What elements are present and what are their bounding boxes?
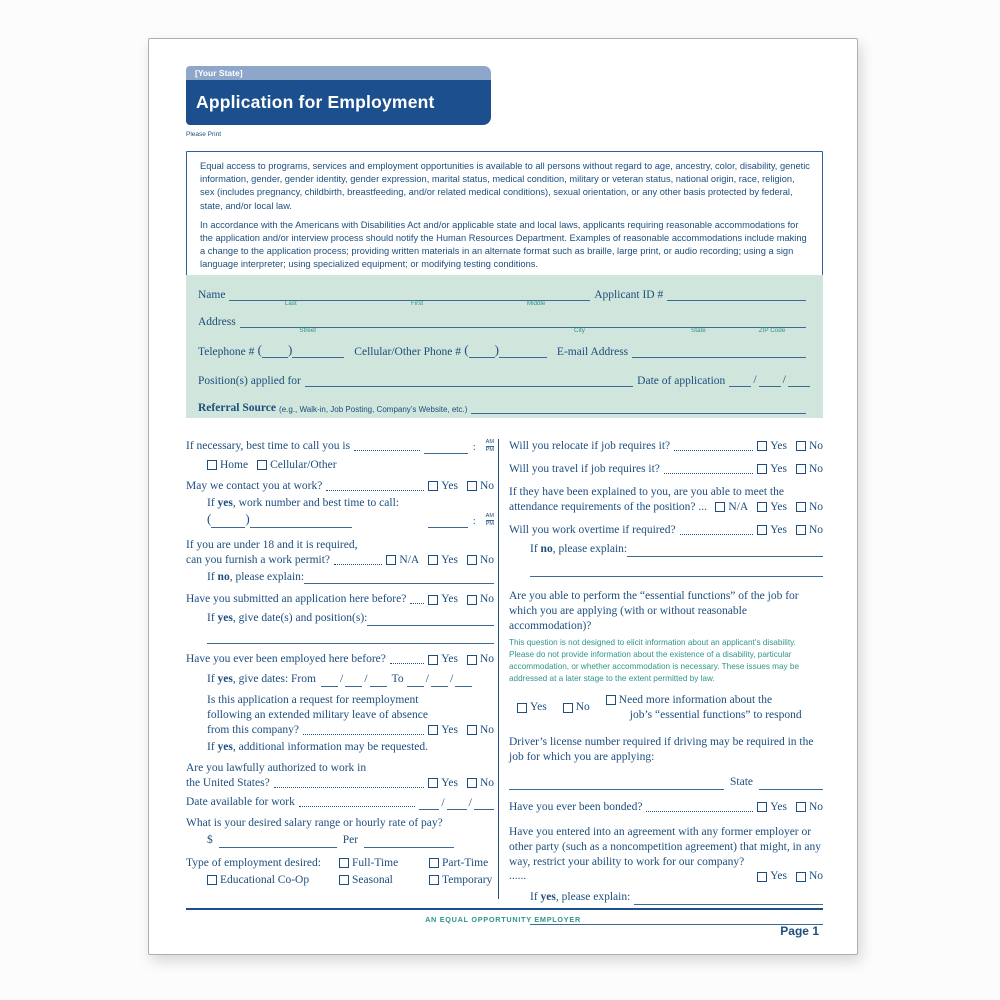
paren: ) — [494, 342, 499, 357]
address-sub-zip: ZIP Code — [758, 327, 786, 335]
positions-label: Position(s) applied for — [198, 375, 301, 387]
paren: ) — [245, 510, 250, 526]
travel-question: Will you travel if job requires it? Yes No — [509, 462, 823, 475]
license-question: Driver’s license number required if driving may be required in the job for which you are applying: — [509, 735, 814, 763]
submitted-before-question: Have you submitted an application here before? Yes No — [186, 593, 494, 606]
salary-fields — [207, 833, 494, 848]
from-date-field[interactable]: / / — [321, 671, 387, 687]
dotted-leader — [664, 473, 753, 474]
referral-row — [198, 401, 810, 414]
applicant-id-field[interactable] — [667, 288, 806, 301]
checkbox-educational-coop[interactable] — [207, 875, 217, 885]
address-row — [198, 315, 810, 335]
dotted-leader — [680, 534, 754, 535]
column-divider — [498, 439, 499, 899]
please-print-label: Please Print — [186, 131, 222, 138]
page-number: Page 1 — [780, 924, 819, 938]
checkbox-full-time[interactable] — [339, 858, 349, 868]
name-sub-middle: Middle — [526, 300, 546, 308]
explain-field[interactable] — [304, 572, 494, 584]
checkbox-no[interactable] — [796, 525, 806, 535]
questionnaire — [186, 435, 823, 907]
right-column — [509, 439, 823, 925]
dotted-leader — [410, 603, 424, 604]
date-available-label: Date available for work — [186, 796, 295, 809]
submitted-before-label: Have you submitted an application here before? — [186, 593, 407, 606]
paren: ( — [207, 510, 212, 526]
address-sub-state: State — [691, 327, 706, 335]
cellular-area-field[interactable] — [469, 346, 495, 358]
checkbox-no[interactable] — [563, 703, 573, 713]
contact-work-label: May we contact you at work? — [186, 479, 323, 492]
best-time-label: If necessary, best time to call you is — [186, 440, 351, 453]
paren: ( — [460, 342, 469, 357]
noncompete-line3: way, restrict your ability to work for our company? ...... — [509, 855, 745, 883]
checkbox-part-time[interactable] — [429, 858, 439, 868]
state-tag-bar: [Your State] — [186, 66, 491, 80]
checkbox-yes[interactable] — [757, 464, 767, 474]
dotted-leader — [299, 806, 415, 807]
checkbox-no[interactable] — [467, 595, 477, 605]
salary-field[interactable] — [219, 836, 337, 848]
equal-opportunity-label: AN EQUAL OPPORTUNITY EMPLOYER — [425, 915, 581, 924]
date-of-application-field[interactable]: / / — [729, 372, 810, 387]
bonded-question: Have you ever been bonded? Yes No — [509, 800, 823, 813]
checkbox-no[interactable] — [467, 725, 477, 735]
application-form-page — [148, 38, 858, 955]
per-label: Per — [342, 834, 359, 847]
checkbox-no[interactable] — [467, 481, 477, 491]
attendance-line2: attendance requirements of the position? ... — [509, 500, 707, 513]
noncompete-line2: other party (such as a noncompetition agreement) that might, in any — [509, 840, 822, 853]
reemployment-question: from this company? Yes No — [207, 723, 494, 736]
address-sub-city: City — [574, 327, 585, 335]
cellular-field[interactable] — [499, 346, 547, 358]
cellular-label: Cellular/Other Phone # — [354, 346, 461, 358]
dotted-leader — [274, 787, 425, 788]
checkbox-cellular-other[interactable] — [257, 460, 267, 470]
work-permit-question: can you furnish a work permit? N/A Yes No — [186, 553, 494, 566]
dotted-leader — [326, 490, 424, 491]
license-fields — [509, 775, 823, 790]
checkbox-seasonal[interactable] — [339, 875, 349, 885]
page-title: Application for Employment — [186, 80, 491, 125]
checkbox-no[interactable] — [467, 555, 477, 565]
phone-email-row — [198, 342, 810, 358]
noncompete-explain: If yes, please explain: — [530, 890, 823, 905]
name-sub-last: Last — [284, 300, 297, 308]
dotted-leader — [674, 450, 753, 451]
permit-no-explain: If no, please explain: — [207, 570, 494, 585]
license-state-label: State — [730, 775, 753, 788]
reemployment-line3: from this company? — [207, 723, 299, 736]
essential-functions-question: Are you able to perform the “essential functions” of the job for which you are applying (with or without reasonable accommodation)? — [509, 589, 799, 632]
explain-field2-row — [530, 567, 823, 577]
license-state-field[interactable] — [759, 778, 823, 790]
checkbox-yes[interactable] — [428, 481, 438, 491]
dates-positions-field[interactable] — [367, 614, 494, 626]
relocate-question: Will you relocate if job requires it? Yes No — [509, 440, 823, 452]
dates-positions-field2-row — [207, 634, 494, 644]
dotted-leader — [646, 811, 753, 812]
explain-field[interactable] — [627, 545, 823, 557]
lawful-line2: the United States? — [186, 776, 270, 789]
best-time-field[interactable]: : AM PM — [424, 439, 494, 454]
attendance-line1: If they have been explained to you, are you able to meet the — [509, 485, 784, 498]
call-location-options — [207, 458, 494, 473]
employed-before-label: Have you ever been employed here before? — [186, 653, 386, 666]
work-area-field[interactable] — [211, 516, 245, 528]
work-number-fields — [207, 511, 494, 528]
to-date-field[interactable]: / / — [407, 671, 473, 687]
address-field[interactable] — [240, 315, 806, 335]
relocate-label: Will you relocate if job requires it? — [509, 440, 671, 452]
referral-source-field[interactable] — [471, 401, 806, 414]
checkbox-yes[interactable] — [757, 441, 767, 451]
checkbox-yes[interactable] — [757, 802, 767, 812]
left-column — [186, 439, 494, 888]
checkbox-no[interactable] — [796, 464, 806, 474]
employment-type-row1: Type of employment desired: Full-Time Part-Time — [186, 856, 489, 869]
email-label: E-mail Address — [556, 346, 629, 358]
work-number-field[interactable] — [250, 516, 352, 528]
checkbox-temporary[interactable] — [429, 875, 439, 885]
eeo-paragraph-1: Equal access to programs, services and employment opportunities is available to all persons without regard to age, ancestry, color, disability, genetic information, gender, gender identity, gender expression, marital status, medical condition, military or veteran status, national origin, race, religion, sex (includes pregnancy, childbirth, breastfeeding, and/or related medical conditions), sexual orientation, or any other basis protected by federal, state, and/or local law. — [200, 161, 810, 211]
cellular-other-label: Cellular/Other — [270, 458, 337, 471]
overtime-no-explain: If no, please explain: — [530, 542, 823, 557]
checkbox-no[interactable] — [467, 778, 477, 788]
employment-dates-row: If yes, give dates: From / / To / / — [207, 671, 494, 687]
overtime-question: Will you work overtime if required? Yes No — [509, 523, 823, 536]
telephone-field[interactable] — [292, 346, 344, 358]
paren: ( — [254, 342, 262, 357]
dotted-leader — [354, 450, 420, 451]
employment-type-row2: Educational Co-Op Seasonal Temporary — [186, 873, 494, 888]
work-permit-label: can you furnish a work permit? — [186, 553, 331, 566]
checkbox-home[interactable] — [207, 460, 217, 470]
explain-field2[interactable] — [530, 567, 823, 577]
reemployment-line2: following an extended military leave of absence — [207, 708, 428, 721]
need-more-line2: job’s “essential functions” to respond — [629, 708, 802, 721]
explain-field[interactable] — [634, 893, 823, 905]
essential-functions-note: This question is not designed to elicit information about an applicant’s disability. Please do not provide information about the existence of a disability, particular accommodation, or whether accommodation is necessary. These issues may be addressed at a later stage to the extent permitted by law. — [509, 638, 800, 684]
checkbox-yes[interactable] — [757, 502, 767, 512]
checkbox-yes[interactable] — [428, 725, 438, 735]
paren: ) — [287, 342, 293, 357]
salary-question: What is your desired salary range or hourly rate of pay? — [186, 817, 443, 830]
date-available-question — [186, 795, 494, 811]
checkbox-need-more-info[interactable] — [606, 695, 616, 705]
address-sub-street: Street — [299, 327, 317, 335]
name-label: Name — [198, 289, 226, 301]
checkbox-yes[interactable] — [757, 872, 767, 882]
checkbox-yes[interactable] — [428, 778, 438, 788]
checkbox-yes[interactable] — [428, 595, 438, 605]
checkbox-no[interactable] — [796, 802, 806, 812]
checkbox-na[interactable] — [715, 502, 725, 512]
identity-section — [186, 275, 823, 418]
attendance-question: attendance requirements of the position? ... N/A Yes No — [509, 500, 823, 513]
checkbox-no[interactable] — [796, 441, 806, 451]
lawful-question: the United States? Yes No — [186, 776, 494, 789]
address-label: Address — [198, 316, 236, 328]
employment-type-label: Type of employment desired: — [186, 856, 321, 869]
home-label: Home — [220, 458, 249, 471]
work-best-time-field[interactable]: : AM PM — [428, 513, 494, 528]
email-field[interactable] — [632, 345, 806, 358]
need-more-line1: Need more information about the — [618, 694, 773, 706]
best-time-question — [186, 439, 494, 454]
reemployment-line1: Is this application a request for reemployment — [207, 693, 419, 706]
dates-positions-field2[interactable] — [207, 634, 494, 644]
checkbox-no[interactable] — [796, 872, 806, 882]
checkbox-yes[interactable] — [428, 655, 438, 665]
checkbox-no[interactable] — [467, 655, 477, 665]
footer-rule — [186, 908, 823, 910]
employed-before-question: Have you ever been employed here before? Yes No — [186, 653, 494, 666]
eeo-notice-box — [186, 151, 823, 282]
form-header — [186, 66, 491, 125]
lawful-line1: Are you lawfully authorized to work in — [186, 761, 367, 774]
checkbox-na[interactable] — [386, 555, 396, 565]
under18-line1: If you are under 18 and it is required, — [186, 538, 358, 551]
name-field[interactable] — [229, 288, 590, 308]
name-row — [198, 288, 810, 308]
referral-source-label: Referral Source — [198, 402, 277, 414]
essential-functions-options: Yes No Need more information about the job’s “essential functions” to respond — [509, 693, 823, 723]
per-field[interactable] — [364, 836, 454, 848]
date-of-application-label: Date of application — [637, 375, 726, 387]
dates-positions-prompt: If yes, give date(s) and position(s): — [207, 611, 494, 626]
bonded-label: Have you ever been bonded? — [509, 800, 643, 813]
checkbox-yes[interactable] — [757, 525, 767, 535]
contact-work-question: May we contact you at work? Yes No — [186, 479, 494, 492]
checkbox-yes[interactable] — [517, 703, 527, 713]
noncompete-question: way, restrict your ability to work for our company? ...... Yes No — [509, 855, 823, 883]
dotted-leader — [303, 734, 424, 735]
date-available-field[interactable]: / / — [419, 795, 494, 811]
dollar-sign: $ — [207, 834, 213, 847]
checkbox-yes[interactable] — [428, 555, 438, 565]
to-label: To — [391, 672, 404, 685]
dotted-leader — [334, 564, 382, 565]
checkbox-no[interactable] — [796, 502, 806, 512]
if-yes-work-number: If yes, work number and best time to call: — [207, 496, 399, 509]
license-number-field[interactable] — [509, 778, 724, 790]
applicant-id-label: Applicant ID # — [594, 289, 664, 301]
positions-field[interactable] — [305, 374, 633, 387]
dotted-leader — [390, 663, 424, 664]
name-sub-first: First — [410, 300, 424, 308]
telephone-label: Telephone # — [198, 346, 255, 358]
position-row — [198, 372, 810, 387]
ada-paragraph-2: In accordance with the Americans with Disabilities Act and/or applicable state and local laws, applicants requiring reasonable accommodations for the application and/or interview process should notify the Human Resources Department. Examples of reasonable accommodations include making a change to the application process; providing written materials in an alternate format such as braille, large print, or audio recording; using a sign language interpreter; using specialized equipment; or modifying testing conditions. — [200, 219, 807, 270]
noncompete-line1: Have you entered into an agreement with any former employer or — [509, 825, 812, 838]
reemployment-info-note: If yes, additional information may be requested. — [207, 740, 429, 753]
telephone-area-field[interactable] — [262, 346, 288, 358]
overtime-label: Will you work overtime if required? — [509, 523, 676, 536]
referral-source-hint: (e.g., Walk-in, Job Posting, Company’s Website, etc.) — [279, 405, 468, 414]
travel-label: Will you travel if job requires it? — [509, 462, 660, 475]
